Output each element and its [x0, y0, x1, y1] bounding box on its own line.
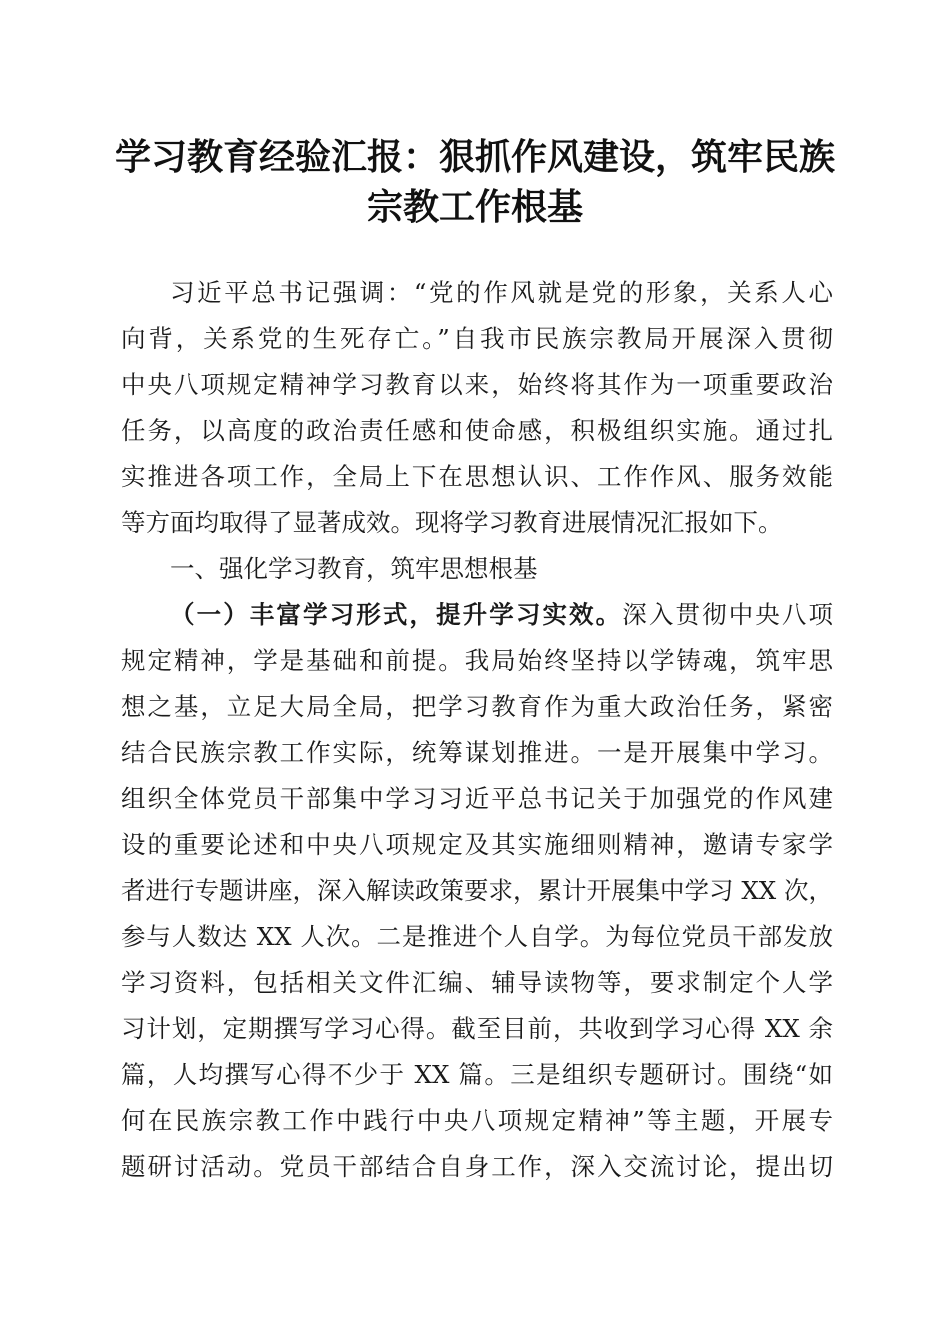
- section-heading: 一、强化学习教育，筑牢思想根基: [170, 554, 538, 583]
- subsection-line: 组织全体党员干部集中学习习近平总书记关于加强党的作风建: [121, 784, 833, 813]
- subsection-line: 规定精神，学是基础和前提。我局始终坚持以学铸魂，筑牢思: [121, 646, 833, 675]
- subsection-line: 想之基，立足大局全局，把学习教育作为重大政治任务，紧密: [121, 692, 833, 721]
- subsection-line: 何在民族宗教工作中践行中央八项规定精神”等主题，开展专: [121, 1106, 833, 1135]
- subsection-line: 习计划，定期撰写学习心得。截至目前，共收到学习心得 XX 余: [121, 1014, 833, 1043]
- intro-line: 等方面均取得了显著成效。现将学习教育进展情况汇报如下。: [121, 508, 783, 537]
- title-line-2: 宗教工作根基: [366, 186, 583, 228]
- subsection-line: 参与人数达 XX 人次。二是推进个人自学。为每位党员干部发放: [121, 922, 833, 951]
- title-line-1: 学习教育经验汇报：狠抓作风建设，筑牢民族: [114, 136, 835, 178]
- intro-line: 习近平总书记强调：“党的作风就是党的形象，关系人心: [170, 278, 833, 307]
- subsection-line: 学习资料，包括相关文件汇编、辅导读物等，要求制定个人学: [121, 968, 833, 997]
- subsection-line: 者进行专题讲座，深入解读政策要求，累计开展集中学习 XX 次，: [121, 876, 833, 905]
- intro-line: 中央八项规定精神学习教育以来，始终将其作为一项重要政治: [121, 370, 833, 399]
- subsection-line: 结合民族宗教工作实际，统筹谋划推进。一是开展集中学习。: [121, 738, 833, 767]
- subsection-first-line: [121, 592, 833, 638]
- subsection-first-line-rest: 深入贯彻中央八项: [622, 600, 834, 629]
- intro-line: 向背，关系党的生死存亡。”自我市民族宗教局开展深入贯彻: [121, 324, 833, 353]
- subsection-title: （一）丰富学习形式，提升学习实效。: [170, 600, 623, 629]
- intro-line: 任务，以高度的政治责任感和使命感，积极组织实施。通过扎: [121, 416, 833, 445]
- subsection-line: 题研讨活动。党员干部结合自身工作，深入交流讨论，提出切: [121, 1152, 833, 1181]
- subsection-line: 篇，人均撰写心得不少于 XX 篇。三是组织专题研讨。围绕“如: [121, 1060, 833, 1089]
- subsection-paragraph: [121, 592, 833, 1190]
- document-body: [121, 270, 833, 1190]
- document-title: [100, 132, 850, 232]
- intro-line: 实推进各项工作，全局上下在思想认识、工作作风、服务效能: [121, 462, 833, 491]
- subsection-line: 设的重要论述和中央八项规定及其实施细则精神，邀请专家学: [121, 830, 833, 859]
- intro-paragraph: [121, 270, 833, 546]
